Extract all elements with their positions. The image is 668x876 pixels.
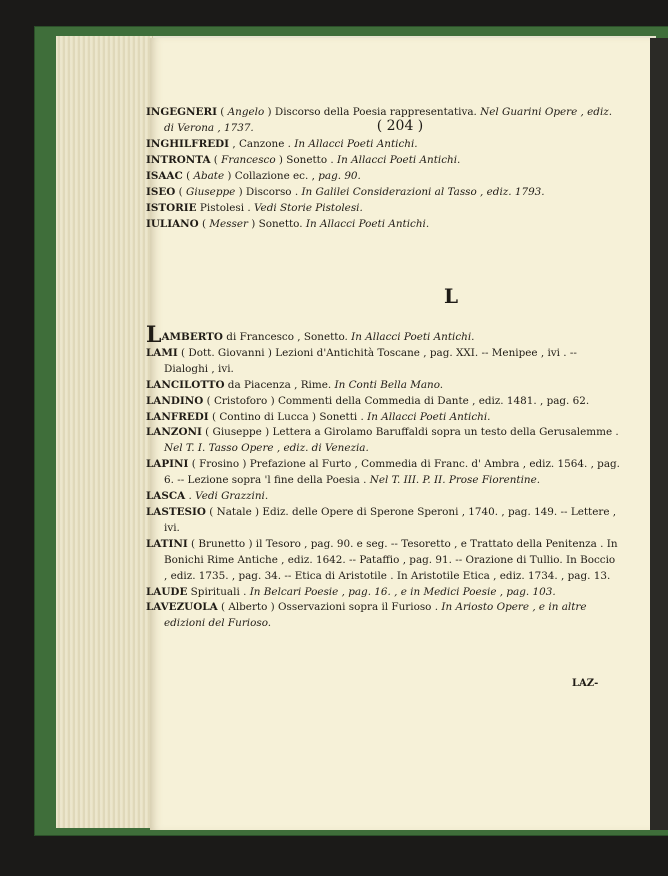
entry-head: IULIANO (146, 218, 199, 230)
entry-head: LATINI (146, 537, 188, 550)
entry: LAUDE Spirituali . In Belcari Poesie , pag. 16. , e in Medici Poesie , pag. 103. (146, 585, 556, 598)
page-edges (56, 36, 153, 828)
entry: ISEO ( Giuseppe ) Discorso . In Galilei Considerazioni al Tasso , ediz. 1793. (146, 186, 545, 198)
entry-head: INGEGNERI (146, 106, 217, 118)
entry: LANCILOTTO da Piacenza , Rime. In Conti Bella Mano. (146, 378, 444, 391)
section-letter: L (444, 284, 459, 308)
entry-head: LASCA (146, 490, 186, 503)
entry: LAMI ( Dott. Giovanni ) Lezioni d'Antichità Toscane , pag. XXI. -- Menipee , ivi . -- Dialoghi , ivi. (146, 346, 577, 375)
entries-i (146, 104, 616, 232)
entry-head: ISEO (146, 186, 176, 198)
entry: LAPINI ( Frosino ) Prefazione al Furto , Commedia di Franc. d' Ambra , ediz. 1564. , pag. 6. -- Lezione sopra 'l fine della Poesia . Nel T. III. P. II. Prose Fiorentine. (146, 458, 620, 487)
entry: IULIANO ( Messer ) Sonetto. In Allacci Poeti Antichi. (146, 218, 430, 230)
entry: LATINI ( Brunetto ) il Tesoro , pag. 90. e seg. -- Tesoretto , e Trattato della Penitenza . In Bonichi Rime Antiche , ediz. 1642. -- Pataffio , pag. 91. -- Orazione di Tullio. In Boccio , ediz. 1735. , pag. 34. -- Etica di Aristotile . In Aristotile Etica , ediz. 1734. , pag. 13. (146, 537, 618, 582)
entry-head: LAPINI (146, 458, 189, 471)
entry-head: LAMI (146, 346, 178, 359)
entry-head: LAUDE (146, 585, 188, 598)
entry-head: ISAAC (146, 170, 183, 182)
entry-head: INTRONTA (146, 154, 211, 166)
entry: INGHILFREDI , Canzone . In Allacci Poeti Antichi. (146, 138, 418, 150)
entry: LAVEZUOLA ( Alberto ) Osservazioni sopra il Furioso . In Ariosto Opere , e in altre edizioni del Furioso. (146, 601, 587, 630)
drop-cap: L (146, 322, 162, 348)
entries-l (146, 322, 620, 632)
entry-head: LASTESIO (146, 505, 206, 518)
entry-head: LANDINO (146, 394, 204, 407)
right-margin-strip (650, 38, 668, 830)
catchword: LAZ- (572, 678, 599, 689)
entry: INTRONTA ( Francesco ) Sonetto . In Allacci Poeti Antichi. (146, 154, 461, 166)
entry-head: LAVEZUOLA (146, 601, 218, 614)
entry-head: ISTORIE (146, 202, 197, 214)
entry: LASTESIO ( Natale ) Ediz. delle Opere di Sperone Speroni , 1740. , pag. 149. -- Lettere , ivi. (146, 505, 617, 534)
entry: ISTORIE Pistolesi . Vedi Storie Pistolesi. (146, 202, 363, 214)
entry: INGEGNERI ( Angelo ) Discorso della Poesia rappresentativa. Nel Guarini Opere , ediz. di Verona , 1737. (146, 106, 613, 134)
entry-head: LANCILOTTO (146, 378, 225, 391)
page-number: ( 204 ) (376, 118, 424, 134)
entry: LASCA . Vedi Grazzini. (146, 490, 269, 503)
entry: LANDINO ( Cristoforo ) Commenti della Commedia di Dante , ediz. 1481. , pag. 62. (146, 394, 590, 407)
entry: ISAAC ( Abate ) Collazione ec. , pag. 90. (146, 170, 361, 182)
entry-head: LANZONI (146, 426, 202, 439)
entry-head: INGHILFREDI (146, 138, 230, 150)
entry: LAMBERTO di Francesco , Sonetto. In Allacci Poeti Antichi. (146, 322, 475, 348)
entry: LANZONI ( Giuseppe ) Lettera a Girolamo Baruffaldi sopra un testo della Gerusalemme . Nel T. I. Tasso Opere , ediz. di Venezia. (146, 426, 619, 455)
entry-head: LANFREDI (146, 410, 209, 423)
entry: LANFREDI ( Contino di Lucca ) Sonetti . In Allacci Poeti Antichi. (146, 410, 491, 423)
entry-head: AMBERTO (161, 331, 223, 343)
